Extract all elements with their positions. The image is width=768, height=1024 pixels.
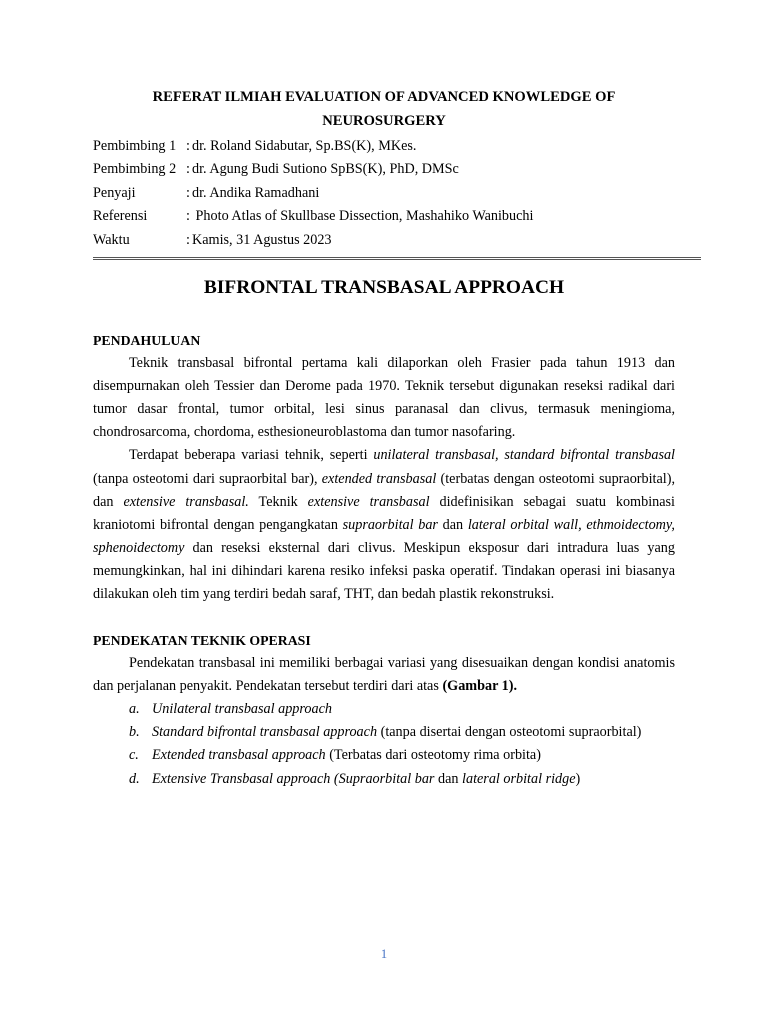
list-item: d. Extensive Transbasal approach (Supraorbital bar dan lateral orbital ridge) — [93, 768, 675, 791]
meta-row-pembimbing-2 — [93, 158, 675, 181]
meta-separator: : — [186, 184, 190, 201]
meta-separator: : — [186, 231, 190, 248]
list-item: c. Extended transbasal approach (Terbatas dari osteotomy rima orbita) — [93, 744, 675, 767]
meta-value: dr. Roland Sidabutar, Sp.BS(K), MKes. — [192, 138, 417, 154]
metadata-block — [93, 135, 675, 252]
document-header-title — [93, 86, 675, 133]
meta-row-penyaji — [93, 182, 675, 205]
meta-value: dr. Andika Ramadhani — [192, 184, 320, 201]
meta-separator: : — [186, 161, 190, 178]
header-divider — [93, 257, 701, 260]
meta-row-referensi — [93, 205, 675, 228]
meta-row-pembimbing-1 — [93, 135, 675, 158]
section-heading: PENDAHULUAN — [93, 333, 201, 348]
main-title: BIFRONTAL TRANSBASAL APPROACH — [203, 277, 565, 298]
list-marker: a. — [129, 701, 140, 718]
paragraph: Teknik transbasal bifrontal pertama kali dilaporkan oleh Frasier pada tahun 1913 dan disempurnakan oleh Tessier dan Derome pada 1970. Teknik tersebut digunakan reseksi radikal dari tumor dasar frontal, tumor orbital, lesi sinus paranasal dan clivus, termasuk meningioma, chondrosarcoma, chordoma, esthesioneuroblastoma dan tumor nasofaring. — [93, 355, 675, 441]
meta-label: Pembimbing 2 — [93, 161, 177, 178]
list-marker: d. — [129, 770, 140, 787]
meta-separator: : — [186, 208, 190, 225]
meta-label: Pembimbing 1 — [93, 138, 177, 154]
approach-list — [93, 698, 675, 790]
section-pendekatan — [93, 629, 675, 791]
meta-label: Waktu — [93, 231, 130, 248]
meta-row-waktu — [93, 229, 675, 252]
section-pendahuluan — [93, 329, 675, 606]
meta-label: Penyaji — [93, 184, 136, 201]
list-marker: b. — [129, 724, 140, 741]
list-marker: c. — [129, 747, 139, 764]
paragraph: Pendekatan transbasal ini memiliki berbagai variasi yang disesuaikan dengan kondisi anatomis dan perjalanan penyakit. Pendekatan tersebut terdiri dari atas (Gambar 1). — [93, 655, 675, 695]
list-item: a. Unilateral transbasal approach — [93, 698, 675, 721]
header-title-line1: REFERAT ILMIAH EVALUATION OF ADVANCED KNOWLEDGE OF — [152, 89, 616, 105]
header-title-line2: NEUROSURGERY — [322, 112, 446, 129]
meta-separator: : — [186, 138, 190, 154]
section-heading: PENDEKATAN TEKNIK OPERASI — [93, 633, 311, 648]
meta-value: dr. Agung Budi Sutiono SpBS(K), PhD, DMSc — [192, 161, 459, 178]
page-number: 1 — [380, 947, 388, 961]
meta-label: Referensi — [93, 208, 148, 225]
figure-reference: (Gambar 1). — [442, 678, 518, 695]
paragraph: Terdapat beberapa variasi tehnik, seperti unilateral transbasal, standard bifrontal transbasal (tanpa osteotomi dari supraorbital bar), extended transbasal (terbatas dengan osteotomi supraorbital), dan extensive transbasal. Teknik extensive transbasal didefinisikan sebagai suatu kombinasi kraniotomi bifrontal dengan pengangkatan supraorbital bar dan lateral orbital wall, ethmoidectomy, sphenoidectomy dan reseksi eksternal dari clivus. Meskipun eksposur dari intradura luas yang memungkinkan, hal ini dihindari karena resiko infeksi paska operatif. Tindakan operasi ini biasanya dilakukan oleh tim yang terdiri bedah saraf, THT, dan bedah plastik rekonstruksi. — [93, 447, 676, 603]
meta-value: Kamis, 31 Agustus 2023 — [192, 231, 332, 248]
meta-value: Photo Atlas of Skullbase Dissection, Mashahiko Wanibuchi — [192, 208, 534, 225]
list-item: b. Standard bifrontal transbasal approach (tanpa disertai dengan osteotomi supraorbital) — [93, 721, 675, 744]
